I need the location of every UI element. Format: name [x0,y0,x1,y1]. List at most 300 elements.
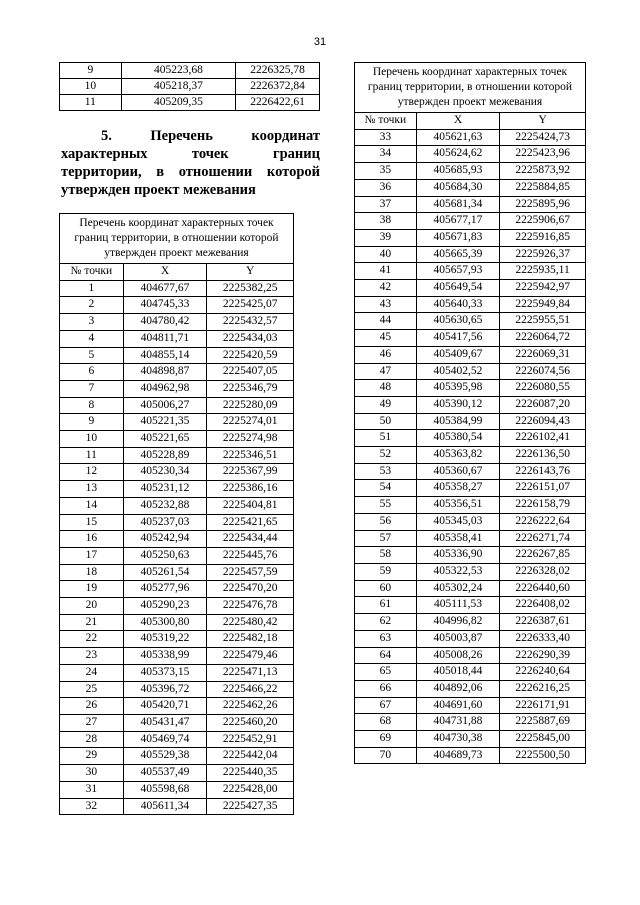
cell-x: 405409,67 [416,346,500,363]
cell-x: 404996,82 [416,614,500,631]
cell-point-number: 45 [355,330,417,347]
cell-y: 2225884,85 [500,179,586,196]
cell-x: 405390,12 [416,396,500,413]
cell-x: 405363,82 [416,447,500,464]
table-row [355,513,586,530]
table-row [60,364,294,381]
cell-x: 405671,83 [416,229,500,246]
cell-point-number: 13 [60,481,124,498]
cell-x: 405373,15 [123,664,207,681]
cell-point-number: 5 [60,347,124,364]
cell-point-number: 26 [60,698,124,715]
table-row [60,447,294,464]
table-row [355,263,586,280]
table-row [355,396,586,413]
cell-y: 2225466,22 [207,681,294,698]
cell-y: 2225404,81 [207,497,294,514]
cell-point-number: 49 [355,396,417,413]
cell-point-number: 6 [60,364,124,381]
cell-y: 2225906,67 [500,213,586,230]
cell-point-number: 15 [60,514,124,531]
cell-point-number: 17 [60,547,124,564]
cell-x: 405598,68 [123,781,207,798]
cell-y: 2226440,60 [500,580,586,597]
cell-x: 405006,27 [123,397,207,414]
cell-point-number: 25 [60,681,124,698]
cell-x: 405681,34 [416,196,500,213]
cell-x: 405665,39 [416,246,500,263]
cell-point-number: 46 [355,346,417,363]
table-row [355,229,586,246]
cell-y: 2226158,79 [500,497,586,514]
cell-y: 2225346,79 [207,380,294,397]
cell-y: 2225452,91 [207,731,294,748]
cell-x: 405008,26 [416,647,500,664]
cell-point-number: 41 [355,263,417,280]
cell-x: 405640,33 [416,296,500,313]
cell-y: 2226422,61 [236,95,320,111]
cell-y: 2225949,84 [500,296,586,313]
cell-y: 2226240,64 [500,664,586,681]
cell-x: 404898,87 [123,364,207,381]
cell-y: 2225274,01 [207,414,294,431]
cell-x: 405242,94 [123,531,207,548]
cell-y: 2225445,76 [207,547,294,564]
cell-x: 405469,74 [123,731,207,748]
cell-y: 2226333,40 [500,630,586,647]
cell-point-number: 14 [60,497,124,514]
cell-point-number: 40 [355,246,417,263]
cell-x: 405420,71 [123,698,207,715]
cell-point-number: 33 [355,129,417,146]
table-row [60,431,294,448]
cell-point-number: 11 [60,447,124,464]
table-row [60,414,294,431]
cell-y: 2225955,51 [500,313,586,330]
cell-x: 405300,80 [123,614,207,631]
section-number: 5. [101,128,112,144]
cell-x: 404892,06 [416,680,500,697]
cell-y: 2226222,64 [500,513,586,530]
cell-point-number: 9 [60,63,122,79]
cell-point-number: 55 [355,497,417,514]
cell-point-number: 42 [355,280,417,297]
section-heading [61,127,320,199]
cell-y: 2225926,37 [500,246,586,263]
cell-x: 405003,87 [416,630,500,647]
cell-x: 405261,54 [123,564,207,581]
table-row [60,464,294,481]
table-row [60,347,294,364]
cell-x: 405677,17 [416,213,500,230]
cell-x: 405384,99 [416,413,500,430]
table-row [60,648,294,665]
cell-x: 405237,03 [123,514,207,531]
column-header-point: № точки [355,113,417,130]
cell-y: 2226102,41 [500,430,586,447]
cell-y: 2225442,04 [207,748,294,765]
cell-y: 2225482,18 [207,631,294,648]
table-row [355,330,586,347]
cell-x: 405630,65 [416,313,500,330]
cell-point-number: 30 [60,765,124,782]
table-row [60,63,320,79]
cell-point-number: 50 [355,413,417,430]
cell-point-number: 47 [355,363,417,380]
table-row [355,697,586,714]
cell-point-number: 4 [60,330,124,347]
cell-y: 2225428,00 [207,781,294,798]
table-row [355,146,586,163]
cell-point-number: 7 [60,380,124,397]
table-row [355,246,586,263]
table-row [355,447,586,464]
table-row [355,714,586,731]
cell-x: 405358,41 [416,530,500,547]
cell-x: 405230,34 [123,464,207,481]
cell-point-number: 29 [60,748,124,765]
cell-y: 2226325,78 [236,63,320,79]
table-row [60,380,294,397]
table-row [60,397,294,414]
cell-point-number: 19 [60,581,124,598]
table-caption: Перечень координат характерных точек границ территории, в отношении которой утвержден проект межевания [60,214,294,264]
cell-x: 405624,62 [416,146,500,163]
cell-point-number: 39 [355,229,417,246]
cell-x: 405111,53 [416,597,500,614]
cell-point-number: 35 [355,163,417,180]
cell-y: 2225434,44 [207,531,294,548]
cell-point-number: 57 [355,530,417,547]
table-row [355,296,586,313]
table-row [60,748,294,765]
column-header-x: X [123,264,207,281]
cell-y: 2226271,74 [500,530,586,547]
cell-y: 2226087,20 [500,396,586,413]
table-row [60,614,294,631]
cell-y: 2225407,05 [207,364,294,381]
table-row [355,163,586,180]
cell-y: 2225432,57 [207,314,294,331]
cell-point-number: 56 [355,513,417,530]
cell-point-number: 11 [60,95,122,111]
cell-x: 404745,33 [123,297,207,314]
cell-point-number: 20 [60,598,124,615]
cell-x: 405221,65 [123,431,207,448]
cell-point-number: 21 [60,614,124,631]
cell-y: 2225425,07 [207,297,294,314]
cell-point-number: 63 [355,630,417,647]
table-row [355,747,586,764]
cell-y: 2225440,35 [207,765,294,782]
cell-x: 405277,96 [123,581,207,598]
cell-y: 2225386,16 [207,481,294,498]
cell-y: 2226372,84 [236,79,320,95]
cell-point-number: 18 [60,564,124,581]
table-row [60,564,294,581]
cell-point-number: 64 [355,647,417,664]
cell-y: 2226069,31 [500,346,586,363]
cell-x: 405396,72 [123,681,207,698]
cell-y: 2225424,73 [500,129,586,146]
table-row [355,196,586,213]
table-row [355,179,586,196]
table-row [355,346,586,363]
cell-y: 2225476,78 [207,598,294,615]
cell-point-number: 24 [60,664,124,681]
table-row [355,597,586,614]
cell-point-number: 68 [355,714,417,731]
cell-x: 405231,12 [123,481,207,498]
cell-x: 405319,22 [123,631,207,648]
continued-table-body [60,63,320,111]
cell-point-number: 69 [355,731,417,748]
cell-y: 2225470,20 [207,581,294,598]
cell-y: 2226151,07 [500,480,586,497]
coordinates-table-body [60,280,294,815]
cell-y: 2225462,26 [207,698,294,715]
cell-y: 2225460,20 [207,714,294,731]
cell-y: 2226408,02 [500,597,586,614]
cell-x: 405228,89 [123,447,207,464]
table-row [355,664,586,681]
table-row [355,497,586,514]
cell-point-number: 53 [355,463,417,480]
cell-y: 2226143,76 [500,463,586,480]
cell-x: 405649,54 [416,280,500,297]
cell-x: 404677,67 [123,280,207,297]
cell-x: 404691,60 [416,697,500,714]
cell-x: 405223,68 [121,63,236,79]
table-row [60,514,294,531]
cell-y: 2225873,92 [500,163,586,180]
cell-x: 405338,99 [123,648,207,665]
table-row [60,481,294,498]
table-row [355,731,586,748]
table-row [355,280,586,297]
cell-y: 2225500,50 [500,747,586,764]
cell-point-number: 43 [355,296,417,313]
table-row [355,563,586,580]
cell-x: 405336,90 [416,547,500,564]
cell-x: 405657,93 [416,263,500,280]
cell-point-number: 27 [60,714,124,731]
cell-y: 2226328,02 [500,563,586,580]
cell-point-number: 1 [60,280,124,297]
cell-point-number: 28 [60,731,124,748]
cell-x: 405529,38 [123,748,207,765]
cell-y: 2225420,59 [207,347,294,364]
cell-y: 2226064,72 [500,330,586,347]
table-row [60,547,294,564]
cell-point-number: 60 [355,580,417,597]
table-row [355,547,586,564]
cell-point-number: 2 [60,297,124,314]
cell-y: 2225346,51 [207,447,294,464]
cell-y: 2225942,97 [500,280,586,297]
cell-x: 405684,30 [416,179,500,196]
cell-x: 405402,52 [416,363,500,380]
cell-y: 2225423,96 [500,146,586,163]
cell-x: 404780,42 [123,314,207,331]
cell-y: 2225895,96 [500,196,586,213]
cell-y: 2225434,03 [207,330,294,347]
cell-point-number: 59 [355,563,417,580]
cell-x: 405380,54 [416,430,500,447]
cell-y: 2225471,13 [207,664,294,681]
cell-y: 2226171,91 [500,697,586,714]
table-row [355,313,586,330]
table-row [355,413,586,430]
cell-y: 2226074,56 [500,363,586,380]
cell-x: 404730,38 [416,731,500,748]
coordinates-table-continued-body [355,129,586,764]
cell-point-number: 8 [60,397,124,414]
cell-point-number: 12 [60,464,124,481]
cell-point-number: 23 [60,648,124,665]
table-row [355,480,586,497]
cell-point-number: 58 [355,547,417,564]
cell-y: 2225845,00 [500,731,586,748]
table-row [60,731,294,748]
cell-x: 405221,35 [123,414,207,431]
cell-x: 405322,53 [416,563,500,580]
cell-y: 2225367,99 [207,464,294,481]
cell-x: 405537,49 [123,765,207,782]
cell-x: 405611,34 [123,798,207,815]
cell-point-number: 51 [355,430,417,447]
cell-x: 404689,73 [416,747,500,764]
cell-point-number: 10 [60,79,122,95]
column-header-y: Y [500,113,586,130]
cell-point-number: 61 [355,597,417,614]
cell-x: 405290,23 [123,598,207,615]
cell-point-number: 48 [355,380,417,397]
cell-point-number: 37 [355,196,417,213]
cell-x: 405431,47 [123,714,207,731]
continued-coordinates-table [59,62,320,111]
cell-point-number: 38 [355,213,417,230]
cell-y: 2226080,55 [500,380,586,397]
table-row [355,630,586,647]
cell-point-number: 34 [355,146,417,163]
cell-y: 2226216,25 [500,680,586,697]
cell-point-number: 31 [60,781,124,798]
table-row [60,598,294,615]
cell-y: 2225421,65 [207,514,294,531]
cell-y: 2225887,69 [500,714,586,731]
table-row [60,765,294,782]
table-row [60,714,294,731]
table-row [355,129,586,146]
table-caption: Перечень координат характерных точек границ территории, в отношении которой утвержден проект межевания [355,63,586,113]
cell-point-number: 22 [60,631,124,648]
cell-x: 405209,35 [121,95,236,111]
cell-x: 405218,37 [121,79,236,95]
cell-y: 2225382,25 [207,280,294,297]
cell-x: 404962,98 [123,380,207,397]
cell-y: 2225280,09 [207,397,294,414]
cell-point-number: 36 [355,179,417,196]
cell-point-number: 70 [355,747,417,764]
table-row [355,213,586,230]
table-row [60,314,294,331]
cell-x: 405302,24 [416,580,500,597]
table-row [60,781,294,798]
cell-point-number: 67 [355,697,417,714]
cell-point-number: 66 [355,680,417,697]
cell-x: 404811,71 [123,330,207,347]
cell-point-number: 9 [60,414,124,431]
cell-y: 2226387,61 [500,614,586,631]
cell-x: 405345,03 [416,513,500,530]
cell-x: 405685,93 [416,163,500,180]
table-row [60,581,294,598]
table-row [355,463,586,480]
cell-y: 2225479,46 [207,648,294,665]
table-row [355,430,586,447]
table-row [60,297,294,314]
column-header-y: Y [207,264,294,281]
cell-point-number: 10 [60,431,124,448]
cell-point-number: 52 [355,447,417,464]
cell-x: 405018,44 [416,664,500,681]
cell-point-number: 44 [355,313,417,330]
table-row [60,664,294,681]
table-row [60,681,294,698]
cell-y: 2225274,98 [207,431,294,448]
cell-y: 2226136,50 [500,447,586,464]
cell-x: 405417,56 [416,330,500,347]
cell-x: 405395,98 [416,380,500,397]
cell-point-number: 65 [355,664,417,681]
cell-y: 2226094,43 [500,413,586,430]
cell-x: 404731,88 [416,714,500,731]
table-row [60,79,320,95]
table-row [355,363,586,380]
cell-point-number: 54 [355,480,417,497]
cell-y: 2225480,42 [207,614,294,631]
table-row [60,798,294,815]
cell-x: 405356,51 [416,497,500,514]
column-header-point: № точки [60,264,124,281]
table-row [355,680,586,697]
cell-y: 2225935,11 [500,263,586,280]
cell-x: 405360,67 [416,463,500,480]
cell-x: 405358,27 [416,480,500,497]
cell-point-number: 16 [60,531,124,548]
cell-x: 405621,63 [416,129,500,146]
column-header-x: X [416,113,500,130]
cell-x: 404855,14 [123,347,207,364]
cell-point-number: 3 [60,314,124,331]
table-row [60,631,294,648]
table-row [60,280,294,297]
table-row [60,531,294,548]
table-row [60,95,320,111]
coordinates-table-continued [354,62,586,764]
page-number: 31 [313,36,327,48]
coordinates-table [59,213,294,815]
cell-x: 405232,88 [123,497,207,514]
table-row [60,330,294,347]
cell-point-number: 32 [60,798,124,815]
cell-point-number: 62 [355,614,417,631]
cell-y: 2226267,85 [500,547,586,564]
table-row [60,698,294,715]
table-row [355,614,586,631]
cell-y: 2226290,39 [500,647,586,664]
